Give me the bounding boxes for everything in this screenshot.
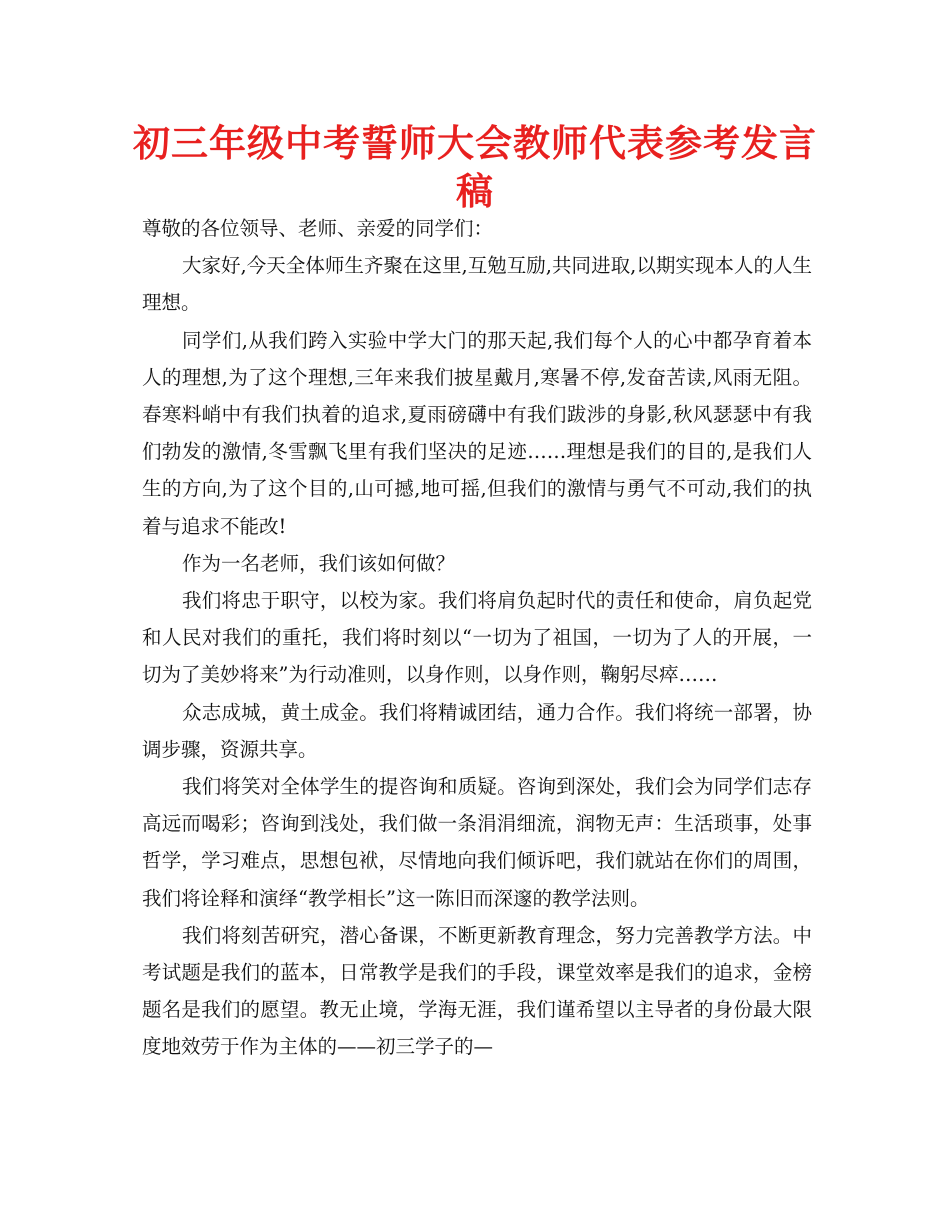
salutation: 尊敬的各位领导、老师、亲爱的同学们： <box>142 217 494 240</box>
paragraph-unity: 众志成城，黄土成金。我们将精诚团结，通力合作。我们将统一部署，协调步骤，资源共享。 <box>142 700 812 761</box>
paragraph-duty: 我们将忠于职守，以校为家。我们将肩负起时代的责任和使命，肩负起党和人民对我们的重托，我们将时刻以“一切为了祖国，一切为了人的开展，一切为了美妙将来”为行动准则，以身作则，以身作则，鞠躬尽瘁…… <box>142 589 812 687</box>
paragraph-questions: 我们将笑对全体学生的提咨询和质疑。咨询到深处，我们会为同学们志存高远而喝彩；咨询到浅处，我们做一条涓涓细流，润物无声：生活琐事，处事哲学，学习难点，思想包袱，尽情地向我们倾诉吧，我们就站在你们的周围，我们将诠释和演绎“教学相长”这一陈旧而深邃的教学法则。 <box>142 775 812 910</box>
paragraph-question: 作为一名老师，我们该如何做？ <box>182 551 456 575</box>
document-body <box>142 210 812 1066</box>
paragraph-research: 我们将刻苦研究，潜心备课，不断更新教育理念，努力完善教学方法。中考试题是我们的蓝本，日常教学是我们的手段，课堂效率是我们的追求，金榜题名是我们的愿望。教无止境，学海无涯，我们谨希望以主导者的身份最大限度地效劳于作为主体的——初三学子的— <box>142 923 812 1059</box>
document-title: 初三年级中考誓师大会教师代表参考发言稿 <box>133 122 817 213</box>
paragraph-greeting: 大家好,今天全体师生齐聚在这里,互勉互励,共同进取,以期实现本人的人生理想。 <box>142 254 812 315</box>
paragraph-ideals: 同学们,从我们跨入实验中学大门的那天起,我们每个人的心中都孕育着本人的理想,为了这个理想,三年来我们披星戴月,寒暑不停,发奋苦读,风雨无阻。春寒料峭中有我们执着的追求,夏雨磅礴中有我们跋涉的身影,秋风瑟瑟中有我们勃发的激情,冬雪飘飞里有我们坚决的足迹……理想是我们的目的,是我们人生的方向,为了这个目的,山可撼,地可摇,但我们的激情与勇气不可动,我们的执着与追求不能改! <box>142 328 812 538</box>
